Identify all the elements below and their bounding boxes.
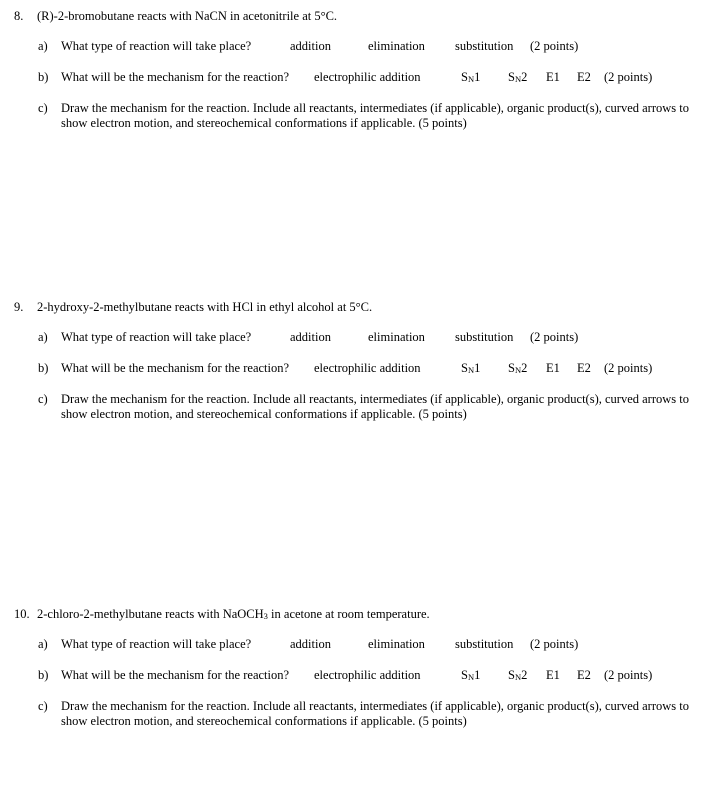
option-substitution[interactable]: substitution [455, 637, 514, 651]
part-a-text: What type of reaction will take place? [61, 330, 252, 344]
option-electrophilic-addition[interactable]: electrophilic addition [314, 668, 421, 682]
sn1-digit: 1 [474, 70, 481, 84]
part-c-label: c) [38, 699, 48, 713]
option-addition[interactable]: addition [290, 637, 331, 651]
part-b-points: (2 points) [604, 361, 653, 375]
option-electrophilic-addition[interactable]: electrophilic addition [314, 361, 421, 375]
part-b-points: (2 points) [604, 70, 653, 84]
question-number: 8. [14, 9, 24, 23]
option-sn1[interactable] [461, 668, 480, 685]
part-a-label: a) [38, 330, 48, 344]
option-e2[interactable]: E2 [577, 361, 591, 375]
option-substitution[interactable]: substitution [455, 330, 514, 344]
option-sn2[interactable] [508, 70, 527, 87]
part-b-text: What will be the mechanism for the reaction? [61, 668, 290, 682]
sn1-s: S [461, 70, 468, 84]
sn2-subscript: N [514, 672, 522, 682]
sn2-s: S [508, 361, 515, 375]
question-number: 10. [14, 607, 30, 621]
sn2-digit: 2 [521, 361, 528, 375]
part-a-points: (2 points) [530, 637, 579, 651]
part-b-label: b) [38, 361, 49, 375]
option-addition[interactable]: addition [290, 39, 331, 53]
part-a-label: a) [38, 637, 48, 651]
part-b-text: What will be the mechanism for the reaction? [61, 361, 290, 375]
question-number: 9. [14, 300, 24, 314]
prompt-after: in acetone at room temperature. [267, 607, 430, 621]
part-a-label: a) [38, 39, 48, 53]
option-sn1[interactable] [461, 70, 480, 87]
question-prompt: (R)-2-bromobutane reacts with NaCN in acetonitrile at 5°C. [37, 9, 338, 23]
part-a-points: (2 points) [530, 39, 579, 53]
option-addition[interactable]: addition [290, 330, 331, 344]
sn1-subscript: N [467, 672, 475, 682]
option-e2[interactable]: E2 [577, 668, 591, 682]
part-c-label: c) [38, 101, 48, 115]
sn1-subscript: N [467, 365, 475, 375]
prompt-subscript: 3 [263, 611, 268, 621]
option-sn1[interactable] [461, 361, 480, 378]
option-electrophilic-addition[interactable]: electrophilic addition [314, 70, 421, 84]
option-e2[interactable]: E2 [577, 70, 591, 84]
part-a-points: (2 points) [530, 330, 579, 344]
sn1-s: S [461, 668, 468, 682]
option-elimination[interactable]: elimination [368, 637, 425, 651]
sn1-subscript: N [467, 74, 475, 84]
option-e1[interactable]: E1 [546, 70, 560, 84]
sn2-subscript: N [514, 365, 522, 375]
question-prompt: 2-hydroxy-2-methylbutane reacts with HCl in ethyl alcohol at 5°C. [37, 300, 373, 314]
option-substitution[interactable]: substitution [455, 39, 514, 53]
option-sn2[interactable] [508, 668, 527, 685]
sn2-s: S [508, 70, 515, 84]
sn2-subscript: N [514, 74, 522, 84]
part-c-label: c) [38, 392, 48, 406]
question-prompt [37, 607, 430, 624]
part-c-text: Draw the mechanism for the reaction. Include all reactants, intermediates (if applicable), organic product(s), curved arrows to show electron motion, and stereochemical conformations if applicable. (5 points) [61, 101, 689, 130]
part-b-points: (2 points) [604, 668, 653, 682]
sn2-digit: 2 [521, 668, 528, 682]
sn1-digit: 1 [474, 361, 481, 375]
sn2-digit: 2 [521, 70, 528, 84]
option-elimination[interactable]: elimination [368, 330, 425, 344]
option-elimination[interactable]: elimination [368, 39, 425, 53]
sn1-digit: 1 [474, 668, 481, 682]
part-b-label: b) [38, 70, 49, 84]
part-b-text: What will be the mechanism for the reaction? [61, 70, 290, 84]
option-e1[interactable]: E1 [546, 668, 560, 682]
part-a-text: What type of reaction will take place? [61, 39, 252, 53]
sn2-s: S [508, 668, 515, 682]
part-c-text: Draw the mechanism for the reaction. Include all reactants, intermediates (if applicable), organic product(s), curved arrows to show electron motion, and stereochemical conformations if applicable. (5 points) [61, 392, 689, 421]
prompt-before: 2-chloro-2-methylbutane reacts with NaOCH [37, 607, 264, 621]
sn1-s: S [461, 361, 468, 375]
option-sn2[interactable] [508, 361, 527, 378]
part-b-label: b) [38, 668, 49, 682]
part-a-text: What type of reaction will take place? [61, 637, 252, 651]
part-c-text: Draw the mechanism for the reaction. Include all reactants, intermediates (if applicable), organic product(s), curved arrows to show electron motion, and stereochemical conformations if applicable. (5 points) [61, 699, 689, 728]
option-e1[interactable]: E1 [546, 361, 560, 375]
